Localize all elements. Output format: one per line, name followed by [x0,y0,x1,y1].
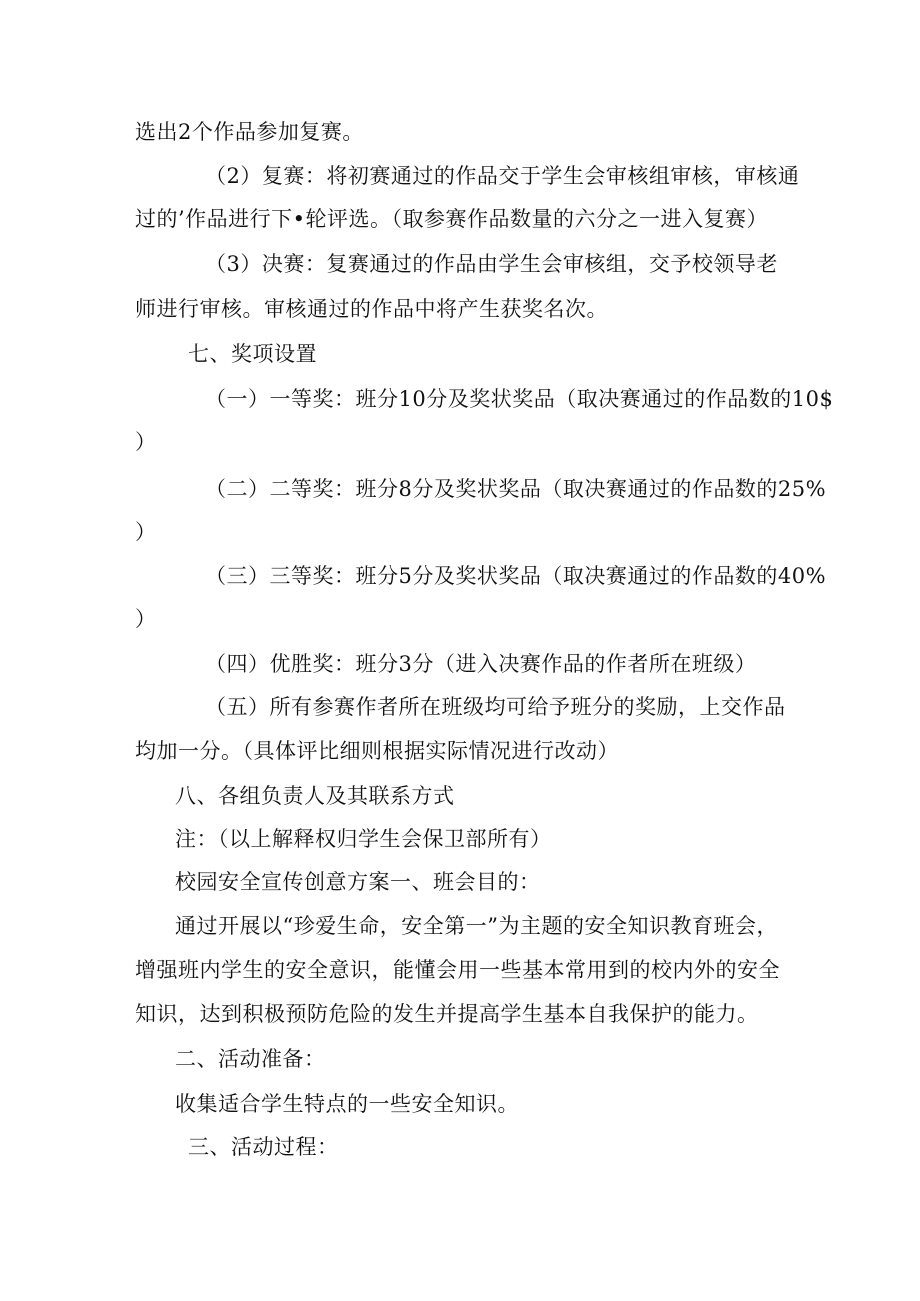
text-line: （3）决赛：复赛通过的作品由学生会审核组，交予校领导老 [205,252,778,276]
section-heading: 七、奖项设置 [188,342,317,366]
section-heading: 二、活动准备： [175,1047,326,1071]
text-line: ） [135,520,157,544]
text-line: ） [135,430,157,454]
text-line: （二）二等奖：班分8分及奖状奖品（取决赛通过的作品数的25% [205,477,827,501]
text-line: （四）优胜奖：班分3分（进入决赛作品的作者所在班级） [205,652,757,676]
text-line: （2）复赛：将初赛通过的作品交于学生会审核组审核，审核通 [205,164,800,188]
text-line: 校园安全宣传创意方案一、班会目的： [175,870,541,894]
text-line: （五）所有参赛作者所在班级均可给予班分的奖励，上交作品 [205,695,786,719]
section-heading: 八、各组负责人及其联系方式 [175,784,455,808]
text-line: （三）三等奖：班分5分及奖状奖品（取决赛通过的作品数的40% [205,564,827,588]
text-line: 通过开展以“珍爱生命，安全第一”为主题的安全知识教育班会， [175,914,778,938]
section-heading: 三、活动过程： [188,1135,339,1159]
text-line: （一）一等奖：班分10分及奖状奖品（取决赛通过的作品数的10$ [205,387,834,411]
text-line: 均加一分。（具体评比细则根据实际情况进行改动） [135,739,619,763]
text-line: 选出2个作品参加复赛。 [135,120,364,144]
text-line: 增强班内学生的安全意识，能懂会用一些基本常用到的校内外的安全 [135,958,780,982]
text-line: 师进行审核。审核通过的作品中将产生获奖名次。 [135,297,608,321]
text-line: 知识，达到积极预防危险的发生并提高学生基本自我保护的能力。 [135,1002,759,1026]
text-line: ） [135,607,157,631]
text-line: 过的’作品进行下•轮评选。（取参赛作品数量的六分之一进入复赛） [135,207,769,231]
text-line: 收集适合学生特点的一些安全知识。 [175,1092,519,1116]
text-line: 注：（以上解释权归学生会保卫部所有） [175,827,552,851]
